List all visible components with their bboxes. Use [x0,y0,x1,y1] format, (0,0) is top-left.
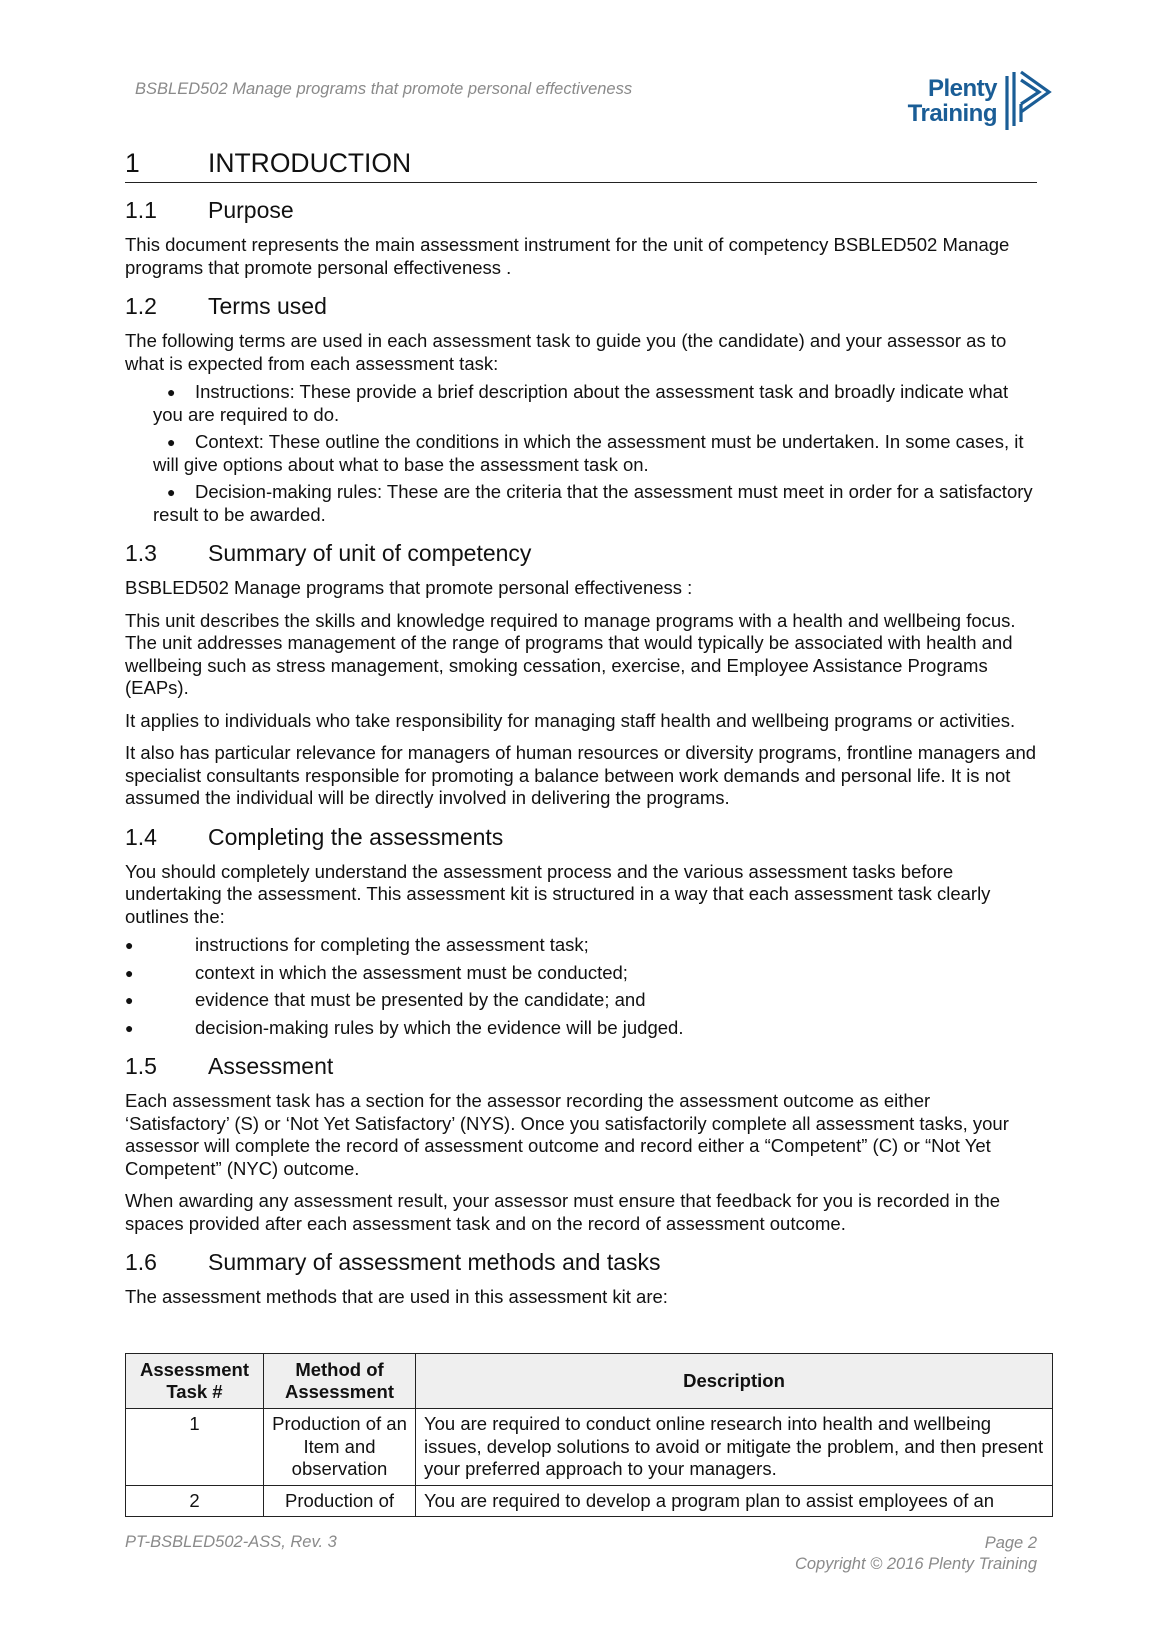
subsection-title: Summary of assessment methods and tasks [208,1249,661,1275]
task-number-cell: 2 [126,1485,264,1517]
terms-list [125,381,1037,526]
completing-intro: You should completely understand the assessment process and the various assessment tasks before undertaking the assessment. This assessment kit is structured in a way that each assessment task clearly outlines the: [125,860,991,927]
section-introduction-heading [125,148,1037,183]
method-cell: Production of an Item and observation [264,1409,416,1486]
footer-document-id: PT-BSBLED502-ASS, Rev. 3 [125,1533,337,1551]
plenty-training-logo [905,68,1055,140]
unit-description: This unit describes the skills and knowledge required to manage programs with a health and wellbeing focus. The unit addresses management of the range of programs that would typically be associated with health and wellbeing such as stress management, smoking cessation, exercise, and Employee Assistance Programs (EAPs). [125,609,1016,698]
document-body [125,140,1037,1309]
column-header: Method of Assessment [264,1354,416,1409]
completing-assessments-heading [125,824,1037,851]
assessment-feedback-text: When awarding any assessment result, your assessor must ensure that feedback for you is recorded in the spaces provided after each assessment task and on the record of assessment outcome. [125,1190,1001,1234]
header-document-title: BSBLED502 Manage programs that promote personal effectiveness [135,80,633,98]
subsection-number: 1.5 [125,1053,157,1079]
unit-summary-heading [125,540,1037,567]
purpose-heading [125,197,1037,224]
bullet-icon: ● [125,1019,134,1036]
subsection-number: 1.4 [125,823,157,850]
list-item: ● decision-making rules by which the evidence will be judged. [125,1016,684,1038]
section-title: INTRODUCTION [208,148,412,178]
logo-word-training: Training [907,100,997,127]
purpose-text: This document represents the main assessment instrument for the unit of competency BSBLED502 Manage programs that promote personal effectiveness . [125,234,1010,278]
subsection-title: Terms used [208,293,327,319]
bullet-icon: ● [125,937,134,953]
description-cell: You are required to conduct online research into health and wellbeing issues, develop solutions to avoid or mitigate the problem, and then present your preferred approach to your managers. [416,1409,1053,1486]
methods-summary-heading [125,1249,1037,1276]
task-number-cell: 1 [126,1409,264,1486]
assessment-outcome-text: Each assessment task has a section for the assessor recording the assessment outcome as either ‘Satisfactory’ (S) or ‘Not Yet Satisfactory’ (NYS). Once you satisfactorily complete all assessment tasks, your assessor will complete the record of assessment outcome and record either a “Competent” (C) or “Not Yet Competent” (NYC) outcome. [125,1090,1009,1179]
description-cell: You are required to develop a program plan to assist employees of an [416,1485,1053,1517]
methods-intro: The assessment methods that are used in this assessment kit are: [125,1286,668,1307]
list-item: ● evidence that must be presented by the candidate; and [125,989,646,1010]
method-cell: Production of [264,1485,416,1517]
subsection-title: Assessment [208,1053,334,1079]
assessment-methods-table [125,1353,1053,1517]
unit-relevance: It also has particular relevance for managers of human resources or diversity programs, frontline managers and specialist consultants responsible for promoting a balance between work demands and personal life. It is not assumed the individual will be directly involved in delivering the programs. [125,742,1037,808]
logo-mark-icon [1001,70,1055,134]
subsection-title: Purpose [208,197,294,223]
subsection-number: 1.1 [125,197,157,223]
footer-right [795,1533,1037,1575]
column-header: Description [416,1354,1053,1409]
table-row [126,1485,1053,1517]
subsection-title: Completing the assessments [208,823,504,850]
subsection-number: 1.3 [125,540,157,566]
list-item: ● Instructions: These provide a brief description about the assessment task and broadly indicate what you are required to do. [125,381,1037,426]
bullet-icon: ● [167,434,176,450]
bullet-icon: ● [125,964,134,981]
section-number: 1 [125,148,140,178]
table-row [126,1409,1053,1486]
bullet-icon: ● [167,384,176,400]
unit-applies-to: It applies to individuals who take responsibility for managing staff health and wellbeing programs or activities. [125,709,1016,731]
terms-used-heading [125,293,1037,320]
copyright: Copyright © 2016 Plenty Training [794,1555,1037,1573]
list-item: ● context in which the assessment must be conducted; [125,961,628,983]
subsection-title: Summary of unit of competency [208,540,532,566]
column-header: Assessment Task # [126,1354,264,1409]
list-item: ● Decision-making rules: These are the criteria that the assessment must meet in order for a satisfactory result to be awarded. [125,481,1037,526]
subsection-number: 1.6 [125,1249,157,1275]
assessment-heading [125,1053,1037,1080]
logo-word-plenty: Plenty [927,75,997,102]
list-item: ● instructions for completing the assessment task; [125,934,589,955]
list-item: ● Context: These outline the conditions in which the assessment must be undertaken. In some cases, it will give options about what to base the assessment task on. [125,431,1037,476]
page-number: Page 2 [984,1534,1037,1552]
bullet-icon: ● [167,484,176,500]
unit-code-line: BSBLED502 Manage programs that promote personal effectiveness : [125,577,693,598]
subsection-number: 1.2 [125,293,157,319]
assessment-outline-list [125,934,1037,1039]
terms-intro: The following terms are used in each assessment task to guide you (the candidate) and your assessor as to what is expected from each assessment task: [125,330,1007,374]
table-header-row [126,1354,1053,1409]
bullet-icon: ● [125,992,134,1008]
